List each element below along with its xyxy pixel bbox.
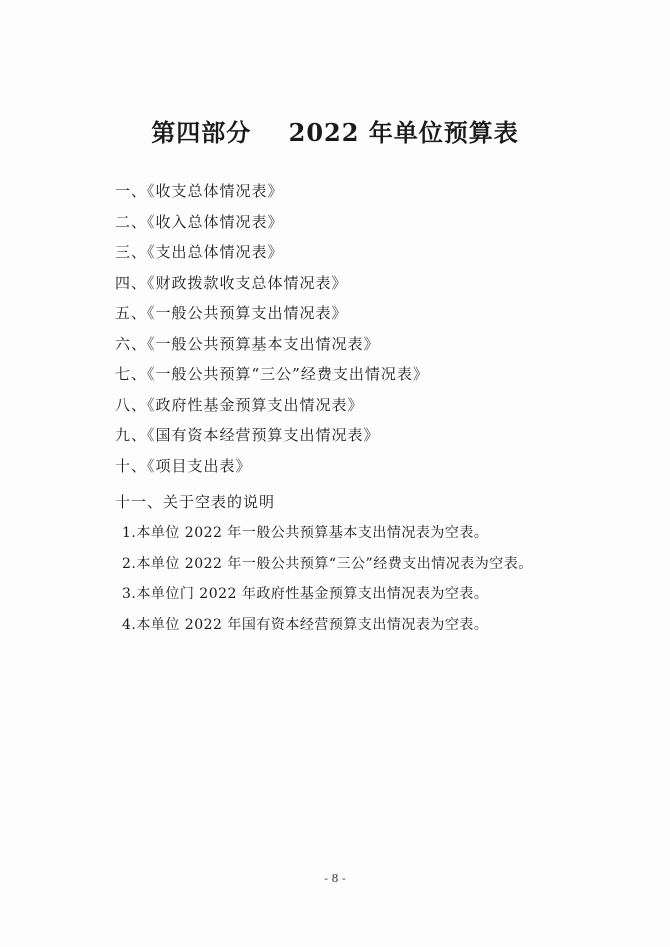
table-list-item: 六、《一般公共预算基本支出情况表》 bbox=[115, 334, 380, 353]
table-list-item: 三、《支出总体情况表》 bbox=[115, 243, 284, 261]
table-list-item: 四、《财政拨款收支总体情况表》 bbox=[115, 273, 348, 292]
table-list-item: 八、《政府性基金预算支出情况表》 bbox=[115, 395, 364, 414]
note-item: 4.本单位 2022 年国有资本经营预算支出情况表为空表。 bbox=[122, 616, 489, 633]
note-item: 3.本单位门 2022 年政府性基金预算支出情况表为空表。 bbox=[122, 586, 489, 602]
table-list-item: 二、《收入总体情况表》 bbox=[115, 212, 284, 231]
table-list bbox=[115, 176, 429, 481]
table-list-item: 五、《一般公共预算支出情况表》 bbox=[115, 304, 348, 322]
note-item: 2.本单位 2022 年一般公共预算“三公”经费支出情况表为空表。 bbox=[122, 555, 533, 572]
table-list-item: 十、《项目支出表》 bbox=[115, 456, 252, 475]
note-item: 1.本单位 2022 年一般公共预算基本支出情况表为空表。 bbox=[122, 525, 489, 541]
page-number: - 8 - bbox=[324, 872, 346, 885]
table-list-item: 一、《收支总体情况表》 bbox=[115, 182, 284, 200]
table-list-item: 七、《一般公共预算“三公”经费支出情况表》 bbox=[115, 365, 429, 383]
table-list-item: 九、《国有资本经营预算支出情况表》 bbox=[115, 426, 380, 444]
page-title: 第四部分 2022 年单位预算表 bbox=[151, 118, 519, 147]
empty-table-notes bbox=[122, 518, 533, 640]
empty-table-notes-heading: 十一、关于空表的说明 bbox=[115, 493, 276, 511]
